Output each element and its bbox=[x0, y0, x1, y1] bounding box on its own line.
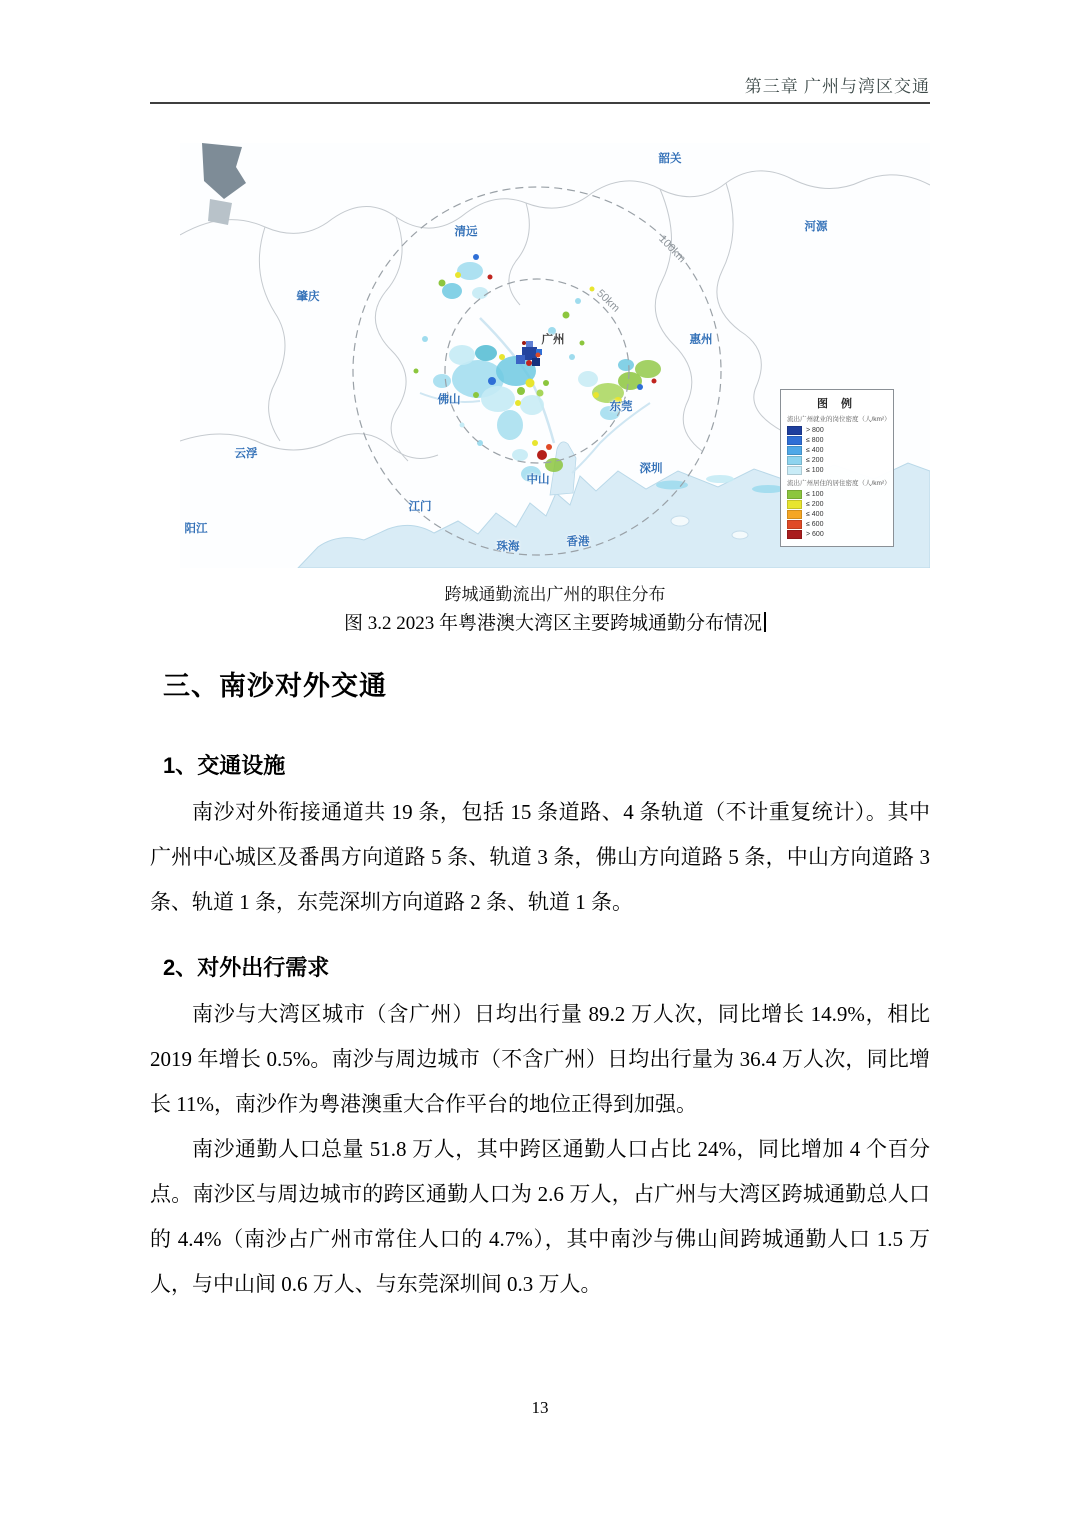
legend-label: ≤ 600 bbox=[806, 520, 824, 528]
legend-title: 图 例 bbox=[816, 398, 858, 410]
map-city-label: 肇庆 bbox=[296, 291, 320, 303]
legend-groups bbox=[787, 414, 891, 539]
legend-row bbox=[787, 529, 887, 539]
legend-swatch bbox=[787, 466, 802, 475]
legend-row bbox=[787, 425, 887, 435]
map-city-label: 惠州 bbox=[689, 334, 713, 346]
header-rule bbox=[150, 102, 930, 104]
legend-group-title: 流出广州就业的岗位密度（人/km²） bbox=[787, 416, 891, 423]
legend-swatch bbox=[787, 490, 802, 499]
ring-distance-label: 50km bbox=[594, 287, 622, 315]
paragraph: 南沙通勤人口总量 51.8 万人，其中跨区通勤人口占比 24%，同比增加 4 个百分点。南沙区与周边城市的跨区通勤人口为 2.6 万人，占广州与大湾区跨城通勤总人口的 4.4%（南沙占广州市常住人口的 4.7%），其中南沙与佛山间跨城通勤人口 1.5 万人，与中山间 0.6 万人、与东莞深圳间 0.3 万人。 bbox=[150, 1137, 930, 1296]
density-blobs bbox=[414, 254, 833, 493]
text-cursor bbox=[764, 612, 766, 632]
legend-label: ≤ 200 bbox=[806, 500, 824, 508]
legend-label: > 600 bbox=[806, 530, 824, 538]
legend-group-title: 流出广州居住的居住密度（人/km²） bbox=[787, 480, 891, 487]
legend-row bbox=[787, 489, 887, 499]
page-number: 13 bbox=[531, 1398, 549, 1417]
paragraph: 南沙对外衔接通道共 19 条，包括 15 条道路、4 条轨道（不计重复统计）。其中广州中心城区及番禺方向道路 5 条、轨道 3 条，佛山方向道路 5 条，中山方向道路 3 条、轨道 1 条，东莞深圳方向道路 2 条、轨道 1 条。 bbox=[150, 800, 930, 914]
map-city-label: 广州 bbox=[541, 334, 565, 346]
legend-label: ≤ 400 bbox=[806, 510, 824, 518]
map-city-label: 东莞 bbox=[609, 401, 633, 413]
subsection-title-1: 1、交通设施 bbox=[163, 753, 286, 778]
figure-caption-text: 图 3.2 2023 年粤港澳大湾区主要跨城通勤分布情况 bbox=[343, 613, 762, 634]
legend-swatch bbox=[787, 456, 802, 465]
legend-label: ≤ 200 bbox=[806, 456, 824, 464]
legend-label: ≤ 400 bbox=[806, 446, 824, 454]
map-figure bbox=[180, 143, 930, 635]
legend-swatch bbox=[787, 510, 802, 519]
map-city-label: 河源 bbox=[804, 221, 828, 233]
legend-row bbox=[787, 435, 887, 445]
legend-swatch bbox=[787, 500, 802, 509]
legend-label: ≤ 100 bbox=[806, 490, 824, 498]
map-caption: 跨城通勤流出广州的职住分布 bbox=[444, 585, 666, 604]
legend-swatch bbox=[787, 426, 802, 435]
legend-row bbox=[787, 455, 887, 465]
subsection-title-2: 2、对外出行需求 bbox=[163, 955, 330, 980]
figure-caption bbox=[180, 608, 930, 635]
legend-row bbox=[787, 509, 887, 519]
map-city-label: 江门 bbox=[408, 501, 432, 513]
legend-swatch bbox=[787, 446, 802, 455]
map-city-label: 清远 bbox=[454, 226, 478, 238]
legend-swatch bbox=[787, 520, 802, 529]
legend-row bbox=[787, 519, 887, 529]
terrain-shapes bbox=[202, 143, 246, 225]
paragraph: 南沙与大湾区城市（含广州）日均出行量 89.2 万人次，同比增长 14.9%，相比 2019 年增长 0.5%。南沙与周边城市（不含广州）日均出行量为 36.4 万人次，同比增长 11%，南沙作为粤港澳重大合作平台的地位正得到加强。 bbox=[150, 1002, 930, 1116]
map-legend bbox=[780, 389, 894, 547]
map-city-label: 云浮 bbox=[234, 448, 258, 460]
map-city-label: 阳江 bbox=[184, 523, 208, 535]
map-city-label: 中山 bbox=[526, 474, 550, 486]
legend-label: ≤ 800 bbox=[806, 436, 824, 444]
legend-label: ≤ 100 bbox=[806, 466, 824, 474]
section-title: 三、南沙对外交通 bbox=[163, 671, 387, 701]
legend-row bbox=[787, 465, 887, 475]
chapter-header: 第三章 广州与湾区交通 bbox=[744, 77, 930, 96]
legend-row bbox=[787, 499, 887, 509]
ring-distance-label: 100km bbox=[656, 232, 688, 266]
map-city-label: 香港 bbox=[566, 536, 590, 548]
legend-swatch bbox=[787, 436, 802, 445]
map-canvas bbox=[180, 143, 930, 568]
map-city-label: 深圳 bbox=[639, 463, 663, 475]
legend-row bbox=[787, 445, 887, 455]
map-city-label: 韶关 bbox=[658, 153, 682, 165]
legend-label: > 800 bbox=[806, 426, 824, 434]
body-content bbox=[150, 664, 930, 1307]
legend-swatch bbox=[787, 530, 802, 539]
map-city-label: 珠海 bbox=[496, 541, 520, 553]
map-city-label: 佛山 bbox=[437, 394, 461, 406]
